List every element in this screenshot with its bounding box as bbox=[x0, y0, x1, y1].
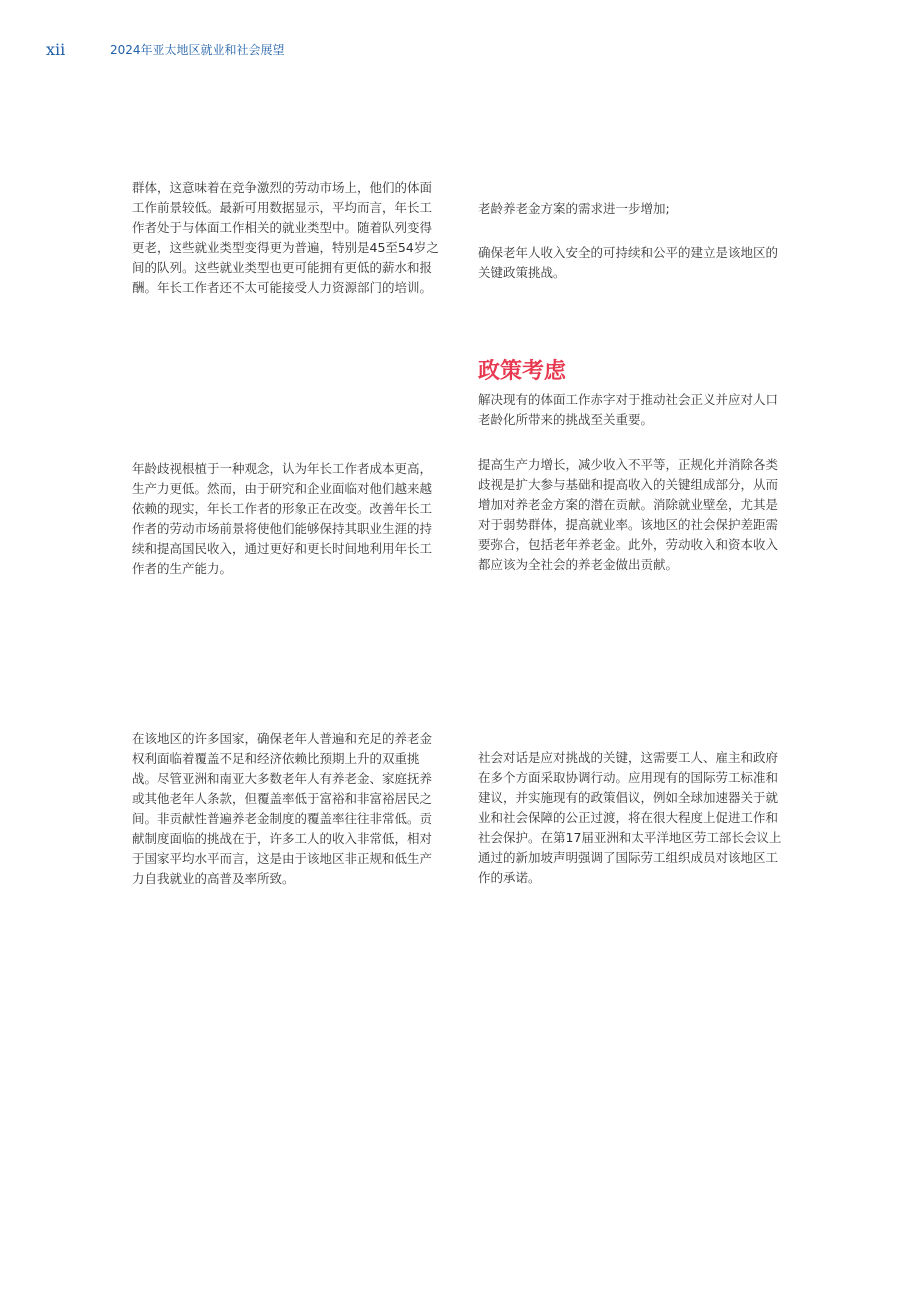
right-paragraph-4: 提高生产力增长，减少收入不平等，正规化并消除各类歧视是扩大参与基础和提高收入的关键组成部分，从而增加对养老金方案的潜在贡献。消除就业壁垒，尤其是对于弱势群体，提高就业率。该地区的社会保护差距需要弥合，包括老年养老金。此外，劳动收入和资本收入都应该为全社会的养老金做出贡献。 bbox=[478, 457, 779, 572]
running-header-title: 2024年亚太地区就业和社会展望 bbox=[110, 43, 285, 57]
page-number: xii bbox=[46, 40, 66, 59]
right-paragraph-3: 解决现有的体面工作赤字对于推动社会正义并应对人口老龄化所带来的挑战至关重要。 bbox=[478, 392, 779, 427]
right-paragraph-5: 社会对话是应对挑战的关键，这需要工人、雇主和政府在多个方面采取协调行动。应用现有的国际劳工标准和建议，并实施现有的政策倡议，例如全球加速器关于就业和社会保障的公正过渡，将在很大程度上促进工作和社会保护。在第17届亚洲和太平洋地区劳工部长会议上通过的新加坡声明强调了国际劳工组织成员对该地区工作的承诺。 bbox=[478, 750, 782, 885]
policy-heading: 政策考虑 bbox=[478, 359, 567, 384]
left-paragraph-3: 在该地区的许多国家，确保老年人普遍和充足的养老金权利面临着覆盖不足和经济依赖比预期上升的双重挑战。尽管亚洲和南亚大多数老年人有养老金、家庭抚养或其他老年人条款，但覆盖率低于富裕和非富裕居民之间。非贡献性普遍养老金制度的覆盖率往往非常低。贡献制度面临的挑战在于，许多工人的收入非常低，相对于国家平均水平而言，这是由于该地区非正规和低生产力自我就业的高普及率所致。 bbox=[132, 731, 433, 886]
right-paragraph-2: 确保老年人收入安全的可持续和公平的建立是该地区的关键政策挑战。 bbox=[478, 245, 779, 280]
left-paragraph-2: 年龄歧视根植于一种观念，认为年长工作者成本更高，生产力更低。然而，由于研究和企业面临对他们越来越依赖的现实，年长工作者的形象正在改变。改善年长工作者的劳动市场前景将使他们能够保持其职业生涯的持续和提高国民收入，通过更好和更长时间地利用年长工作者的生产能力。 bbox=[132, 461, 433, 576]
left-paragraph-1: 群体，这意味着在竞争激烈的劳动市场上，他们的体面工作前景较低。最新可用数据显示，平均而言，年长工作者处于与体面工作相关的就业类型中。随着队列变得更老，这些就业类型变得更为普遍，特别是45至54岁之间的队列。这些就业类型也更可能拥有更低的薪水和报酬。年长工作者还不太可能接受人力资源部门的培训。 bbox=[132, 180, 439, 295]
right-paragraph-1: 老龄养老金方案的需求进一步增加; bbox=[478, 201, 670, 216]
